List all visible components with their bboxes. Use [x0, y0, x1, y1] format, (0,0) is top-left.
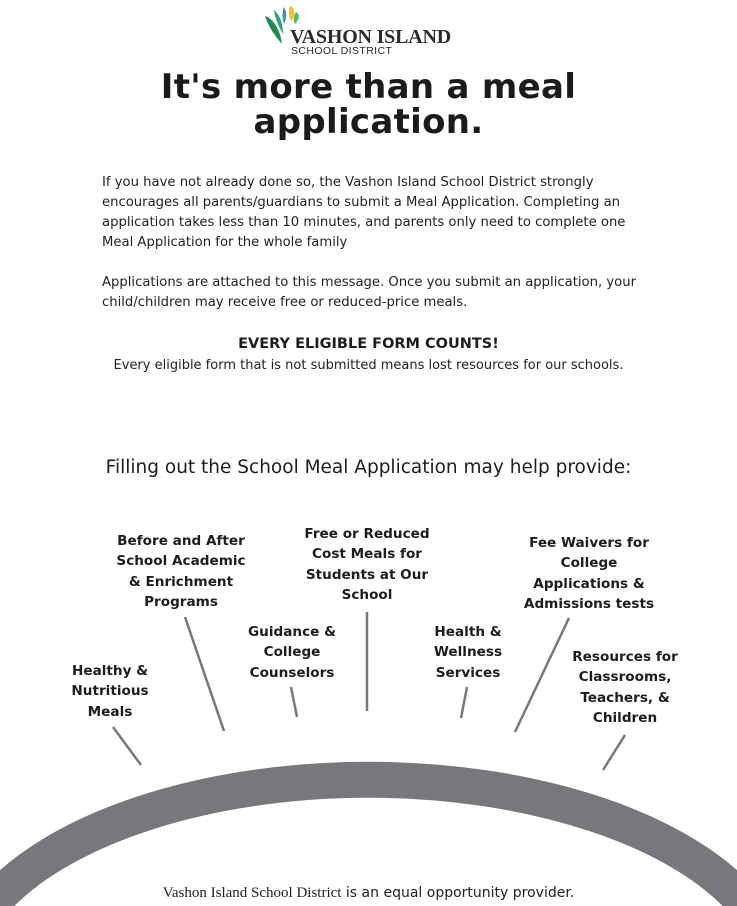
- logo-name: VASHON ISLAND: [290, 26, 451, 48]
- benefit-label-line: Free or Reduced: [304, 526, 430, 542]
- benefit-label-line: Applications &: [533, 575, 645, 592]
- intro-line: If you have not already done so, the Vashon Island School District strongly: [102, 175, 594, 190]
- benefit-label-line: College: [263, 644, 321, 661]
- benefit-label-guidance: [237, 622, 347, 683]
- footer-statement-text: is an equal opportunity provider.: [341, 885, 575, 901]
- benefit-label-line: & Enrichment: [128, 573, 234, 590]
- benefit-label-line: Healthy &: [71, 663, 149, 679]
- benefit-label-meals: [60, 661, 160, 722]
- benefit-label-line: Counselors: [249, 664, 335, 681]
- benefit-label-line: Admissions tests: [523, 595, 655, 612]
- benefit-label-resources: [565, 647, 685, 728]
- provide-heading: Filling out the School Meal Application may help provide:: [105, 457, 632, 478]
- applications-line: Applications are attached to this message. Once you submit an application, your: [102, 275, 636, 290]
- benefit-label-line: Wellness: [433, 644, 503, 661]
- connector-line-resources: [603, 735, 625, 770]
- benefit-label-line: School Academic: [116, 553, 246, 570]
- applications-line: child/children may receive free or reduced-price meals.: [102, 295, 468, 310]
- intro-line: Meal Application for the whole family: [102, 235, 348, 250]
- benefit-label-line: Guidance &: [248, 624, 336, 640]
- benefit-label-line: Teachers, &: [580, 689, 670, 706]
- benefit-label-line: Fee Waivers for: [529, 535, 649, 551]
- connector-line-meals: [113, 727, 141, 765]
- benefit-label-line: College: [560, 555, 618, 572]
- intro-line: encourages all parents/guardians to submit a Meal Application. Completing an: [102, 195, 621, 210]
- benefit-label-line: Resources for: [572, 649, 678, 665]
- counts-heading: EVERY ELIGIBLE FORM COUNTS!: [238, 336, 499, 352]
- benefit-label-line: Before and After: [117, 533, 245, 549]
- benefit-label-line: Nutritious: [71, 683, 149, 700]
- connector-line-programs: [185, 617, 224, 731]
- benefit-label-fee-waivers: [519, 533, 659, 614]
- benefit-label-line: Services: [435, 664, 501, 681]
- footer-provider-name: Vashon Island School District: [162, 885, 342, 901]
- counts-subtitle: Every eligible form that is not submitted means lost resources for our schools.: [113, 358, 624, 373]
- benefit-label-line: Programs: [144, 593, 218, 610]
- benefit-label-line: Classrooms,: [578, 669, 672, 686]
- logo-subtitle: SCHOOL DISTRICT: [291, 45, 393, 57]
- benefit-label-programs: [106, 531, 256, 612]
- headline-line-1: It's more than a meal: [160, 67, 577, 107]
- connector-line-guidance: [291, 687, 297, 717]
- intro-line: application takes less than 10 minutes, and parents only need to complete one: [102, 215, 626, 230]
- benefit-label-line: Children: [592, 709, 658, 726]
- connector-line-fee-waivers: [515, 618, 569, 732]
- headline-line-2: application.: [253, 102, 484, 142]
- benefit-label-line: Meals: [87, 703, 133, 720]
- connector-line-health: [461, 687, 467, 718]
- footer-statement: [0, 884, 737, 902]
- benefit-label-line: Cost Meals for: [312, 546, 422, 563]
- benefit-label-line: Health &: [434, 624, 502, 640]
- benefit-label-line: Students at Our: [305, 566, 429, 583]
- benefit-label-health: [418, 622, 518, 683]
- benefit-label-line: School: [341, 586, 393, 603]
- benefit-label-free-meals: [297, 524, 437, 605]
